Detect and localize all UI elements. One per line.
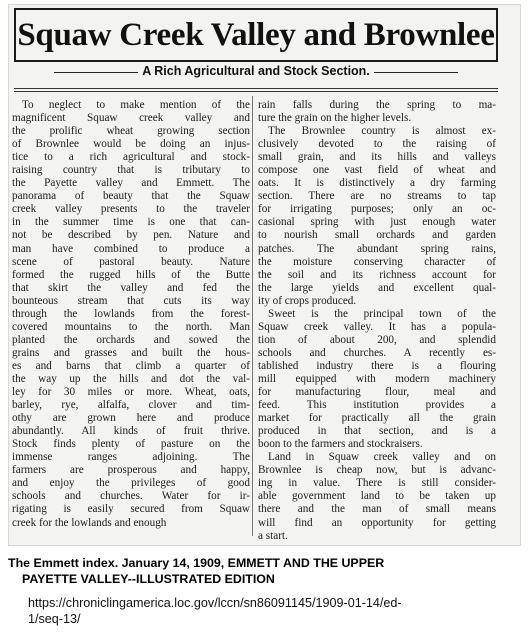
article-text-line: abundantly. All kinds of fruit thrive. [12,425,250,438]
right-column [258,99,496,543]
header-divider [14,88,498,92]
article-text-line: the soil and its richness account for [258,268,496,281]
article-text-line: tablished industry there is a flouring [258,359,496,372]
article-text-line: patches. The abundant spring rains, [258,242,496,255]
source-url[interactable] [28,595,523,627]
article-text-line: farmers are prosperous and happy, [12,464,250,477]
subheadline-text: A Rich Agricultural and Stock Section. [138,64,374,78]
article-text-line: rigating is easily secured from Squaw [12,503,250,516]
article-text-line: creek for the lowlands and enough [12,516,167,529]
caption-line-1: The Emmett index. January 14, 1909, EMMETT AND THE UPPER [8,556,385,570]
article-text-line: and enjoy the privileges of good [12,477,250,490]
article-text-line: panorama of beauty that the Squaw [12,190,250,203]
article-text-line: barley, rye, alfalfa, clover and tim- [12,399,250,412]
article-text-line: produced in that section, and is a [258,425,496,438]
article-text-line: ity of crops produced. [258,294,357,307]
article-text-line: the Payette valley and Emmett. The [12,177,250,190]
article-text-line: Squaw creek valley. It has a popula- [258,320,496,333]
article-text-line: Brownlee is cheap now, but is advanc- [258,464,496,477]
article-text-line: Sweet is the principal town of the [268,307,496,320]
article-text-line: bounteous stream that cuts its way [12,294,250,307]
article-text-line: Stock finds plenty of pasture on the [12,438,250,451]
article-text-line: the moisture conserving character of [258,255,496,268]
article-text-line: formed the rugged hills of the Butte [12,268,250,281]
article-text-line: the way up the hills and dot the val- [12,372,250,385]
article-text-line: boon to the farmers and stockraisers. [258,438,423,451]
article-text-line: Land in Squaw creek valley and on [268,451,496,464]
article-text-line: the large yields and excellent qual- [258,281,496,294]
caption [8,555,521,587]
article-text-line: schools and churches. Water for ir- [12,490,250,503]
article-text-line: the prolific wheat growing section [12,125,250,138]
article-text-line: ley for 30 miles or more. Wheat, oats, [12,386,250,399]
article-text-line: market for practically all the grain [258,412,496,425]
article-text-line: of Brownlee would be doing an injus- [12,138,250,151]
article-text-line: man have combined to produce a [12,242,250,255]
article-text-line: for manufacturing flour, meal and [258,386,496,399]
article-text-line: for irrigating purposes; only an oc- [258,203,496,216]
article-text-line: tion of about 200, and splendid [258,333,496,346]
column-divider [252,96,253,536]
article-headline: Squaw Creek Valley and Brownlee [17,16,495,53]
article-text-line: section. There are no streams to tap [258,190,496,203]
article-text-line: schools and churches. A recently es- [258,346,496,359]
article-text-line: will find an opportunity for getting [258,516,496,529]
headline-box [14,8,498,62]
source-url-line-1[interactable]: https://chroniclingamerica.loc.gov/lccn/sn86091145/1909-01-14/ed- [28,596,402,610]
article-text-line: there and the man of small means [258,503,496,516]
article-text-line: grains and grasses and built the hous- [12,346,250,359]
article-text-line: othy are grown here and produce [12,412,250,425]
article-text-line: planted the orchards and sowed the [12,333,250,346]
article-text-line: The Brownlee country is almost ex- [268,125,496,138]
caption-line-2: PAYETTE VALLEY--ILLUSTRATED EDITION [22,572,275,586]
article-text-line: feed. This institution provides a [258,399,496,412]
article-text-line: compose one vast field of wheat and [258,164,496,177]
article-text-line: through the lowlands from the forest- [12,307,250,320]
article-text-line: mill equipped with modern machinery [258,372,496,385]
article-text-line: ture the grain on the higher levels. [258,112,412,125]
article-text-line: casional spring with just enough water [258,216,496,229]
article-text-line: raising country that is tributary to [12,164,250,177]
subheadline-row [14,64,498,80]
article-text-line: small grain, and its hills and valleys [258,151,496,164]
article-text-line: in the summer time is one that can- [12,216,250,229]
article-text-line: rain falls during the spring to ma- [258,99,496,111]
article-text-line: a start. [258,529,288,542]
article-text-line: able government land to be taken up [258,490,496,503]
article-text-line: scene of pastoral beauty. Nature [12,255,250,268]
source-url-line-2[interactable]: 1/seq-13/ [28,612,81,626]
article-text-line: magnificent Squaw creek valley and [12,112,250,125]
article-subheadline [14,64,498,78]
article-text-line: tice to a rich agricultural and stock- [12,151,250,164]
article-text-line: oats. It is distinctively a dry farming [258,177,496,190]
article-text-line: not be described by pen. Nature and [12,229,250,242]
article-text-line: that skirt the valley and fed the [12,281,250,294]
article-text-line: To neglect to make mention of the [22,99,250,111]
left-column [12,99,250,530]
article-text-line: creek valley presents to the traveler [12,203,250,216]
article-text-line: ing in value. There is still consider- [258,477,496,490]
article-text-line: to nourish small orchards and garden [258,229,496,242]
article-text-line: immense ranges adjoining. The [12,451,250,464]
article-text-line: clusively devoted to the raising of [258,138,496,151]
article-text-line: es and barns that climb a quarter of [12,359,250,372]
article-text-line: covered mountains to the north. Man [12,320,250,333]
